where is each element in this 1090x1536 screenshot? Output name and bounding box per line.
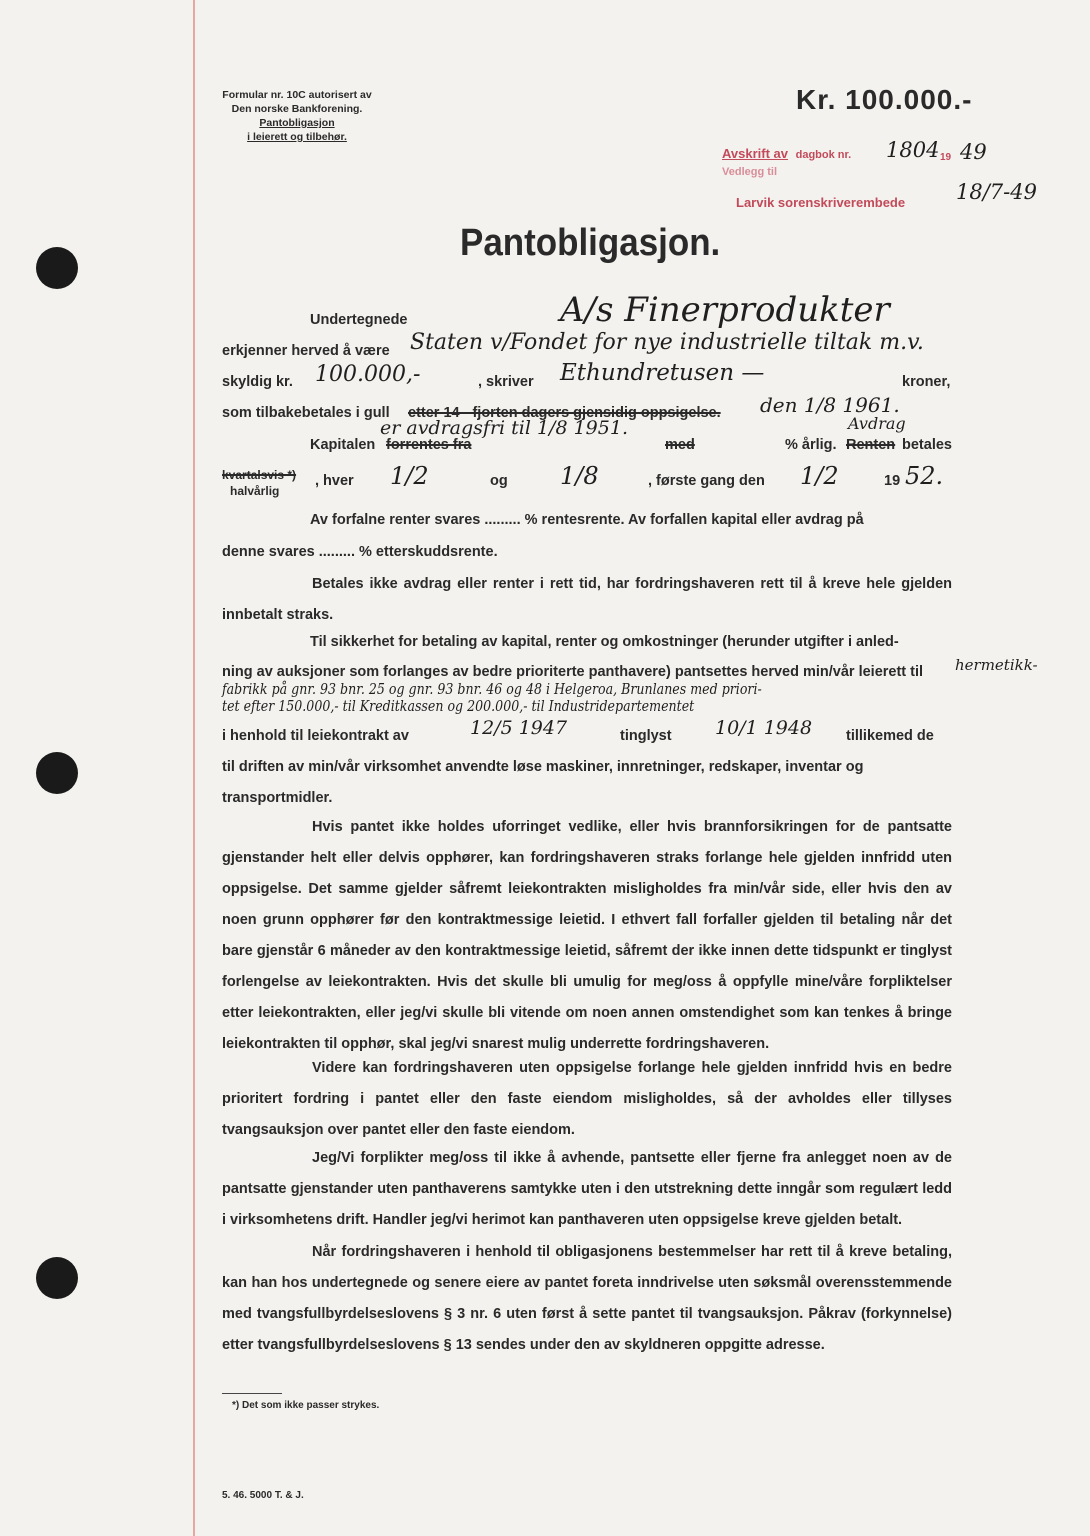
form-note [218, 88, 376, 144]
sikkerhet-line-1: Til sikkerhet for betaling av kapital, renter og omkostninger (herunder utgifter i anled- [310, 634, 899, 650]
hver-date-2: 1/8 [560, 462, 599, 490]
para-jeg [222, 1143, 952, 1236]
rente-line-2: denne svares ......... % etterskuddsrente. [222, 544, 498, 560]
kapitalen-struck: forrentes fra [386, 437, 472, 453]
skriver-label: , skriver [478, 374, 534, 390]
forste-label: , første gang den [648, 473, 765, 489]
punch-hole [36, 1257, 78, 1299]
amount-header: Kr. 100.000.- [796, 84, 973, 115]
punch-hole [36, 752, 78, 794]
kapitalen-label: Kapitalen [310, 437, 376, 453]
kroner-label: kroner, [902, 374, 951, 390]
stamp-19: 19 [940, 152, 952, 163]
stamp-line-1 [722, 146, 851, 161]
print-code: 5. 46. 5000 T. & J. [222, 1490, 304, 1501]
renten-struck: Renten [846, 437, 896, 453]
para-naar [222, 1237, 952, 1361]
og-label: og [490, 473, 508, 489]
form-note-line: Pantobligasjon [259, 117, 335, 129]
sikkerhet-hand-a: hermetikk- [955, 656, 1038, 674]
leie-line-3: transportmidler. [222, 790, 333, 806]
leie-label: i henhold til leiekontrakt av [222, 728, 409, 744]
tilbake-struck: etter 14 - fjorten dagers gjensidig oppsigelse. [408, 405, 721, 421]
punch-hole [36, 247, 78, 289]
sikkerhet-line-2: ning av auksjoner som forlanges av bedre prioriterte panthavere) pantsettes herved min/vår leierett til [222, 664, 924, 680]
form-note-line: Den norske Bankforening. [231, 103, 363, 115]
skyldig-label: skyldig kr. [222, 374, 293, 390]
tilbake-label: som tilbakebetales i gull [222, 405, 390, 421]
kvartalsvis-struck: kvartalsvis *) [222, 468, 297, 482]
sikkerhet-hand-c: tet efter 150.000,- til Kreditkassen og 200.000,- til Industridepartementet [222, 697, 695, 715]
rente-line-1: Av forfalne renter svares ......... % rentesrente. Av forfallen kapital eller avdrag på [310, 512, 864, 528]
debtor-name: A/s Finerprodukter [560, 290, 890, 330]
pct-label: % årlig. [785, 437, 837, 453]
year-suffix: 52. [905, 462, 944, 490]
skyldig-amount: 100.000,- [315, 362, 421, 387]
kapitalen-hand: er avdragsfri til 1/8 1951. [380, 417, 628, 439]
forste-date: 1/2 [800, 462, 839, 490]
creditor-name: Staten v/Fondet for nye industrielle tiltak m.v. [410, 330, 924, 355]
avdrag-hand: Avdrag [848, 414, 906, 433]
tinglyst-label: tinglyst [620, 728, 672, 744]
para-betales [222, 569, 952, 631]
betales-label: betales [902, 437, 952, 453]
stamp-vedlegg: Vedlegg til [722, 166, 778, 178]
footnote-rule [222, 1393, 282, 1394]
sikkerhet-hand-b: fabrikk på gnr. 93 bnr. 25 og gnr. 93 bnr. 46 og 48 i Helgeroa, Brunlanes med priori- [222, 680, 762, 698]
hver-label: , hver [315, 473, 354, 489]
stamp-year: 49 [960, 140, 987, 164]
undertegnede-label: Undertegnede [310, 312, 408, 328]
para-text: Videre kan fordringshaveren uten oppsigelse forlange hele gjelden innfridd hvis en bedre prioritert fordring i pantet eller den faste eiendom misligholdes, så der avholdes eller tillyses tvangsauksjon over pantet eller den faste eiendom. [222, 1060, 952, 1138]
stamp-date: 18/7-49 [956, 180, 1037, 204]
margin-rule [193, 0, 195, 1536]
para-hvis [222, 812, 952, 1060]
para-text: Når fordringshaveren i henhold til obligasjonens bestemmelser har rett til å kreve betaling, kan han hos undertegnede og senere eiere av pantet foreta inndrivelse uten søksmål overensstemmende med tvangsfullbyrdelseslovens § 3 nr. 6 uten først å sette pantet til tvangsauksjon. Påkrav (forkynnelse) etter tvangsfullbyrdelseslovens § 13 sendes under den av skyldneren oppgitte adresse. [222, 1244, 952, 1353]
stamp-dagbok-nr: 1804 [886, 138, 940, 162]
para-text: Hvis pantet ikke holdes uforringet vedlike, eller hvis brannforsikringen for de pantsatte gjenstander helt eller delvis opphører, kan fordringshaveren straks forlange hele gjelden innfridd uten oppsigelse. Det samme gjelder såfremt leiekontrakten misligholdes fra min/vår side, eller hvis den av noen grunn opphører før den kontraktmessige leietid. I ethvert fall forfaller gjelden til betaling når det bare gjenstår 6 måneder av den kontraktmessige leietid, såfremt der ikke innen dette tidspunkt er tinglyst forlengelse av leiekontrakten. Hvis det skulle bli umulig for meg/oss å oppfylle mine/våre forpliktelser etter leiekontrakten, eller jeg/vi skulle bli vitende om noen annen omstendighet som kan tenkes å bringe leiekontrakten til opphør, skal jeg/vi snarest mulig underrette fordringshaveren. [222, 819, 952, 1052]
tinglyst-date: 10/1 1948 [715, 717, 813, 739]
document-title: Pantobligasjon. [460, 222, 721, 264]
tillikemed-label: tillikemed de [846, 728, 934, 744]
form-note-line: i leierett og tilbehør. [247, 131, 347, 143]
halvarlig-label: halvårlig [230, 484, 280, 498]
stamp-avskrift: Avskrift av [722, 146, 788, 161]
stamp-office: Larvik sorenskriverembede [736, 195, 906, 210]
footnote: *) Det som ikke passer strykes. [232, 1400, 380, 1411]
skriver-amount: Ethundretusen — [560, 360, 765, 386]
hver-date-1: 1/2 [390, 462, 429, 490]
stamp-dagbok: dagbok nr. [795, 149, 852, 161]
leie-line-2: til driften av min/vår virksomhet anvendte løse maskiner, innretninger, redskaper, inventar og [222, 759, 864, 775]
para-text: Betales ikke avdrag eller renter i rett tid, har fordringshaveren rett til å kreve hele gjelden innbetalt straks. [222, 576, 952, 623]
tilbake-date: den 1/8 1961. [760, 393, 900, 417]
year-prefix: 19 [884, 473, 901, 489]
med-label: med [665, 437, 695, 453]
para-text: Jeg/Vi forplikter meg/oss til ikke å avhende, pantsette eller fjerne fra anlegget noen av de pantsatte gjenstander uten panthaverens samtykke uten i den utstrekning dette inngår som regulært ledd i virksomhetens drift. Handler jeg/vi herimot kan panthaveren uten oppsigelse kreve gjelden betalt. [222, 1150, 952, 1228]
form-note-line: Formular nr. 10C autorisert av [222, 89, 372, 101]
leie-date: 12/5 1947 [470, 717, 568, 739]
para-videre [222, 1053, 952, 1146]
erkjenner-label: erkjenner herved å være [222, 343, 390, 359]
